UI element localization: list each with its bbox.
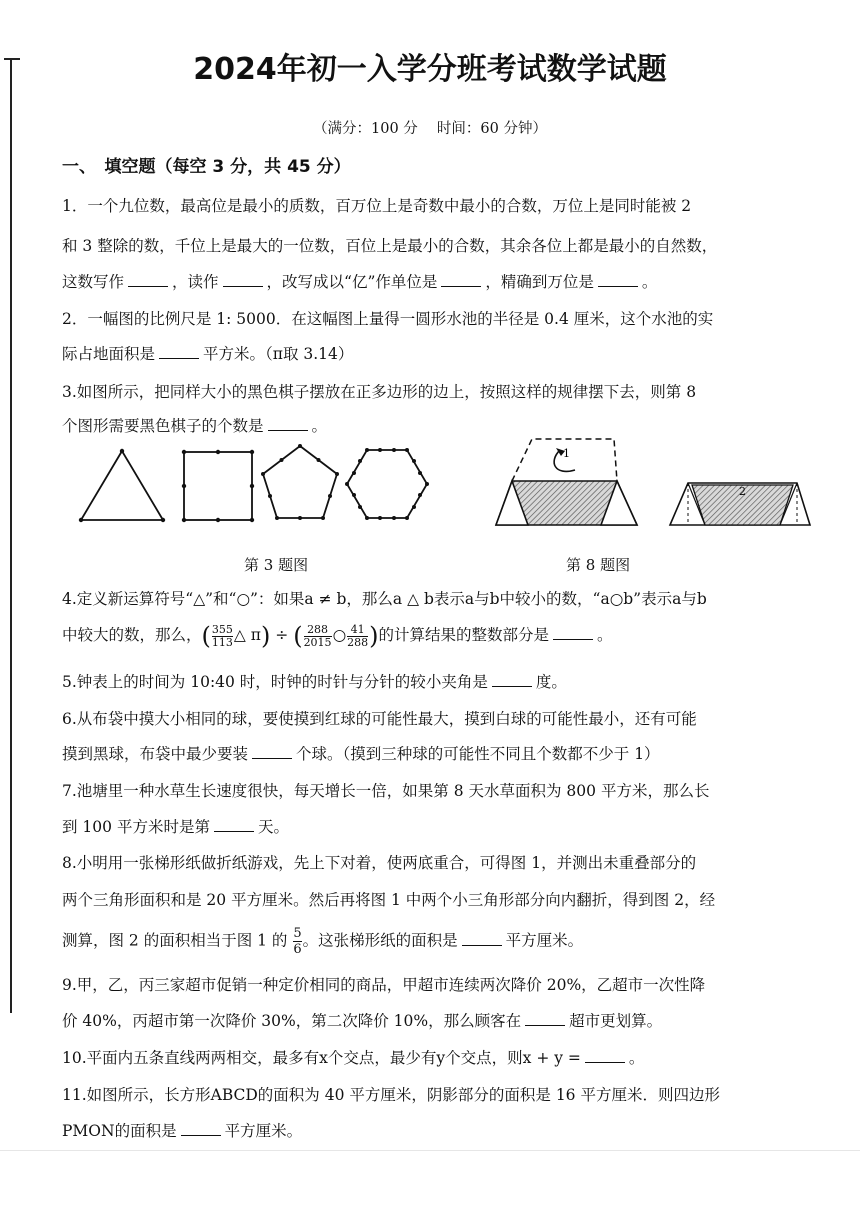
q5-text: 度。 <box>535 673 567 691</box>
question-6-line-2 <box>62 742 660 764</box>
question-3-line-1: 3.如图所示，把同样大小的黑色棋子摆放在正多边形的边上，按照这样的规律摆下去，则第 8 <box>62 383 697 401</box>
answer-blank[interactable] <box>462 931 502 946</box>
question-7-line-1: 7.池塘里一种水草生长速度很快，每天增长一倍，如果第 8 天水草面积为 800 平方米，那么长 <box>62 782 710 800</box>
question-9-line-2 <box>62 1009 662 1031</box>
q4-text: 中较大的数，那么， <box>62 626 202 644</box>
question-9-line-1: 9.甲，乙，丙三家超市促销一种定价相同的商品，甲超市连续两次降价 20%，乙超市一次性降 <box>62 976 706 994</box>
paren: ( <box>201 622 211 650</box>
q4-text: 的计算结果的整数部分是 <box>378 626 549 644</box>
question-11-line-1: 11.如图所示，长方形ABCD的面积为 40 平方厘米，阴影部分的面积是 16 平方厘米．则四边形 <box>62 1086 720 1104</box>
figure-3-caption: 第 3 题图 <box>244 556 309 574</box>
figure-8-caption: 第 8 题图 <box>566 556 631 574</box>
q7-text: 到 100 平方米时是第 <box>62 818 210 836</box>
q1-text: ，精确到万位是 <box>485 273 594 291</box>
q1-text: ，读作 <box>172 273 219 291</box>
paren: ) <box>260 622 271 650</box>
q8-text: 测算，图 2 的面积相当于图 1 的 <box>62 931 288 950</box>
figure-3-triangle <box>81 451 163 520</box>
question-1-line-1: 1．一个九位数，最高位是最小的质数，百万位上是奇数中最小的合数，万位上是同时能被 2 <box>62 197 692 215</box>
answer-blank[interactable] <box>181 1121 221 1136</box>
q3-text: 。 <box>311 417 328 435</box>
question-6-line-1: 6.从布袋中摸大小相同的球，要使摸到红球的可能性最大，摸到白球的可能性最小，还有可能 <box>62 710 697 728</box>
figure-3-pentagon-dots <box>261 444 339 520</box>
section-heading: 一、 填空题（每空 3 分，共 45 分） <box>62 157 351 177</box>
answer-blank[interactable] <box>492 672 532 687</box>
q2-text: 际占地面积是 <box>62 345 156 363</box>
question-4-line-1: 4.定义新运算符号“△”和“○”：如果a ≠ b，那么a △ b表示a与b中较小的数，“a○b”表示a与b <box>62 590 707 608</box>
q4-op: △ π <box>233 626 261 644</box>
question-4-line-2 <box>62 622 613 650</box>
q9-text: 超市更划算。 <box>569 1012 663 1030</box>
q11-text: 平方厘米。 <box>224 1122 303 1140</box>
q8-text: 。这张梯形纸的面积是 <box>302 931 458 950</box>
answer-blank[interactable] <box>525 1011 565 1026</box>
circle-operator-icon: ○ <box>332 626 347 644</box>
fraction: $\frac{5}{6}$ <box>293 926 302 957</box>
figure-3-square <box>184 452 252 520</box>
q6-text: 个球。（摸到三种球的可能性不同且个数都不少于 1） <box>296 745 660 763</box>
figure-8-label-1: 1 <box>563 447 570 460</box>
fraction: $\frac{41}{288}$ <box>347 622 369 649</box>
page-bottom-edge <box>0 1150 860 1151</box>
figure-3-triangle-dots <box>79 449 165 522</box>
figure-3-hexagon-dots <box>345 448 429 520</box>
q1-text: ，改写成以“亿”作单位是 <box>266 273 438 291</box>
question-7-line-2 <box>62 815 289 837</box>
fraction: $\frac{355}{113}$ <box>211 622 233 649</box>
q1-text: 这数写作 <box>62 273 125 291</box>
question-8-line-3 <box>62 926 583 957</box>
paren: ) <box>369 622 379 650</box>
paren: ( <box>293 622 303 650</box>
exam-meta: （满分：100 分 时间：60 分钟） <box>313 121 547 137</box>
q7-text: 天。 <box>257 818 289 836</box>
q10-text: 。 <box>628 1049 645 1067</box>
answer-blank[interactable] <box>585 1048 625 1063</box>
q4-div: ÷ <box>275 626 289 644</box>
q11-text: PMON的面积是 <box>62 1122 177 1140</box>
figure-3-square-dots <box>182 450 254 522</box>
question-1-line-2: 和 3 整除的数，千位上是最大的一位数，百位上是最小的合数，其余各位上都是最小的自然数， <box>62 237 718 255</box>
question-5 <box>62 670 567 692</box>
page-title: 2024年初一入学分班考试数学试题 <box>193 52 667 87</box>
question-2-line-1: 2．一幅图的比例尺是 1: 5000．在这幅图上量得一圆形水池的半径是 0.4 厘米，这个水池的实 <box>62 310 714 328</box>
q5-text: 5.钟表上的时间为 10:40 时，时钟的时针与分针的较小夹角是 <box>62 673 488 691</box>
q9-text: 价 40%，丙超市第一次降价 30%，第二次降价 10%，那么顾客在 <box>62 1012 522 1030</box>
question-8-line-2: 两个三角形面积和是 20 平方厘米。然后再将图 1 中两个小三角形部分向内翻折，得到图 2，经 <box>62 891 716 909</box>
question-10 <box>62 1046 644 1068</box>
q6-text: 摸到黑球，布袋中最少要装 <box>62 745 249 763</box>
q2-text: 平方米。（π取 3.14） <box>203 345 354 363</box>
figure-3-pentagon <box>263 446 337 518</box>
q10-text: 10.平面内五条直线两两相交，最多有x个交点，最少有y个交点，则x + y = <box>62 1049 581 1067</box>
q4-text: 。 <box>596 626 613 644</box>
q1-text: 。 <box>641 273 658 291</box>
answer-blank[interactable] <box>214 817 254 832</box>
q3-text: 个图形需要黑色棋子的个数是 <box>62 417 264 435</box>
answer-blank[interactable] <box>553 625 593 640</box>
figure-8-label-2: 2 <box>739 485 746 498</box>
question-8-line-1: 8.小明用一张梯形纸做折纸游戏，先上下对着，使两底重合，可得图 1，并测出未重叠部分的 <box>62 854 697 872</box>
question-11-line-2 <box>62 1119 302 1141</box>
fraction: $\frac{288}{2015}$ <box>303 622 332 649</box>
q8-text: 平方厘米。 <box>505 931 584 950</box>
answer-blank[interactable] <box>252 744 292 759</box>
